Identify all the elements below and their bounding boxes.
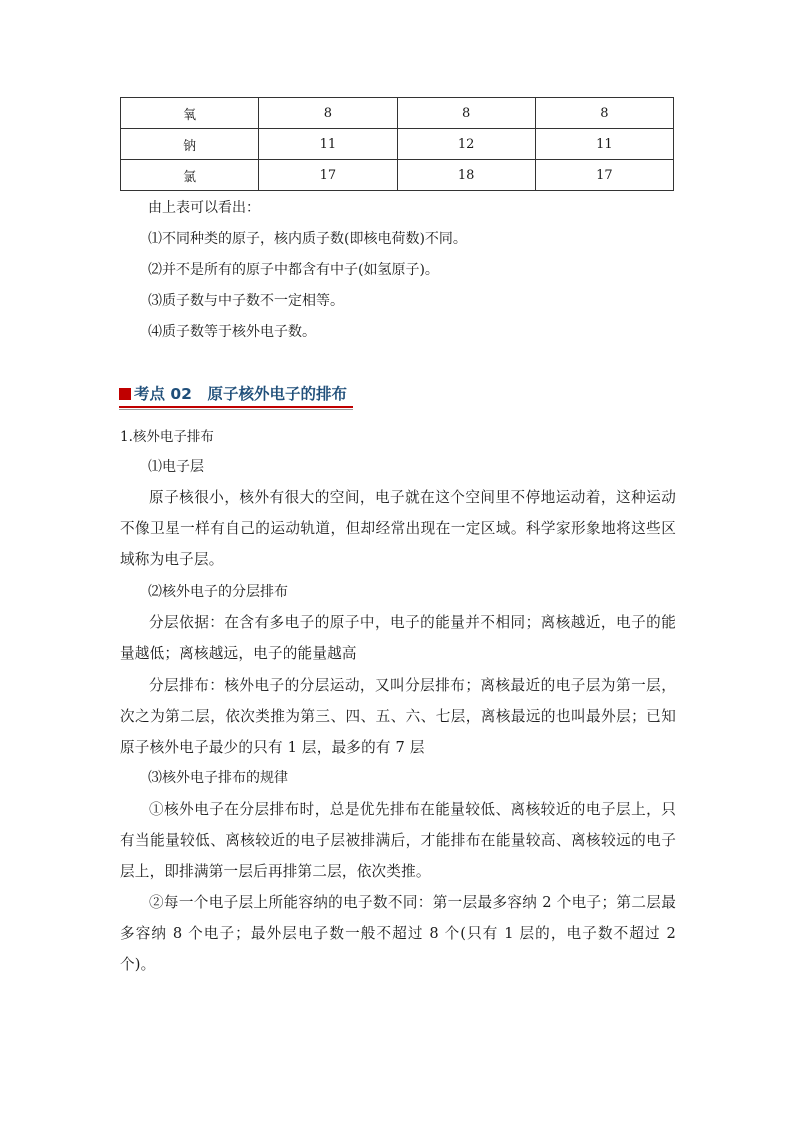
part3-paragraph-1: ①核外电子在分层排布时，总是优先排布在能量较低、离核较近的电子层上，只有当能量较低、离核较近的电子层被排满后，才能排布在能量较高、离核较远的电子层上，即排满第一层后再排第二层，依次类推。	[120, 801, 676, 880]
part3-title: ⑶核外电子排布的规律	[148, 770, 288, 786]
part2-title: ⑵核外电子的分层排布	[148, 584, 288, 600]
table-cell-neutrons: 12	[397, 129, 535, 160]
section-subtitle: 1.核外电子排布	[120, 429, 214, 445]
table-cell-element: 钠	[121, 129, 259, 160]
table-cell-protons: 17	[259, 160, 397, 191]
conclusion-item-3: ⑶质子数与中子数不一定相等。	[148, 293, 344, 309]
section-heading-text: 考点 02 原子核外电子的排布	[134, 385, 347, 403]
conclusion-item-2: ⑵并不是所有的原子中都含有中子(如氢原子)。	[148, 262, 439, 278]
table-cell-electrons: 8	[535, 98, 673, 129]
conclusion-item-1: ⑴不同种类的原子，核内质子数(即核电荷数)不同。	[148, 231, 467, 247]
table-cell-protons: 8	[259, 98, 397, 129]
conclusion-item-4: ⑷质子数等于核外电子数。	[148, 324, 316, 340]
table-cell-neutrons: 8	[397, 98, 535, 129]
conclusion-intro: 由上表可以看出：	[148, 200, 260, 216]
heading-underline-shadow	[119, 409, 353, 410]
table-cell-electrons: 17	[535, 160, 673, 191]
table-row	[121, 129, 674, 160]
part1-paragraph: 原子核很小，核外有很大的空间，电子就在这个空间里不停地运动着，这种运动不像卫星一样有自己的运动轨道，但却经常出现在一定区域。科学家形象地将这些区域称为电子层。	[120, 489, 676, 568]
part2-paragraph-1: 分层依据：在含有多电子的原子中，电子的能量并不相同；离核越近，电子的能量越低；离核越远，电子的能量越高	[120, 614, 676, 662]
table-cell-protons: 11	[259, 129, 397, 160]
heading-underline	[119, 406, 353, 408]
table-cell-neutrons: 18	[397, 160, 535, 191]
table-cell-element: 氯	[121, 160, 259, 191]
table-cell-element: 氧	[121, 98, 259, 129]
atom-composition-table	[120, 97, 674, 191]
table-row	[121, 160, 674, 191]
section-heading	[119, 384, 353, 410]
part1-title: ⑴电子层	[148, 459, 204, 475]
heading-marker-icon	[119, 388, 131, 400]
table-cell-electrons: 11	[535, 129, 673, 160]
table-row	[121, 98, 674, 129]
part2-paragraph-2: 分层排布：核外电子的分层运动，又叫分层排布；离核最近的电子层为第一层，次之为第二层，依次类推为第三、四、五、六、七层，离核最远的也叫最外层；已知原子核外电子最少的只有 1 层，最多的有 7 层	[120, 677, 676, 756]
part3-paragraph-2: ②每一个电子层上所能容纳的电子数不同：第一层最多容纳 2 个电子；第二层最多容纳 8 个电子；最外层电子数一般不超过 8 个(只有 1 层的，电子数不超过 2 个)。	[120, 894, 676, 973]
